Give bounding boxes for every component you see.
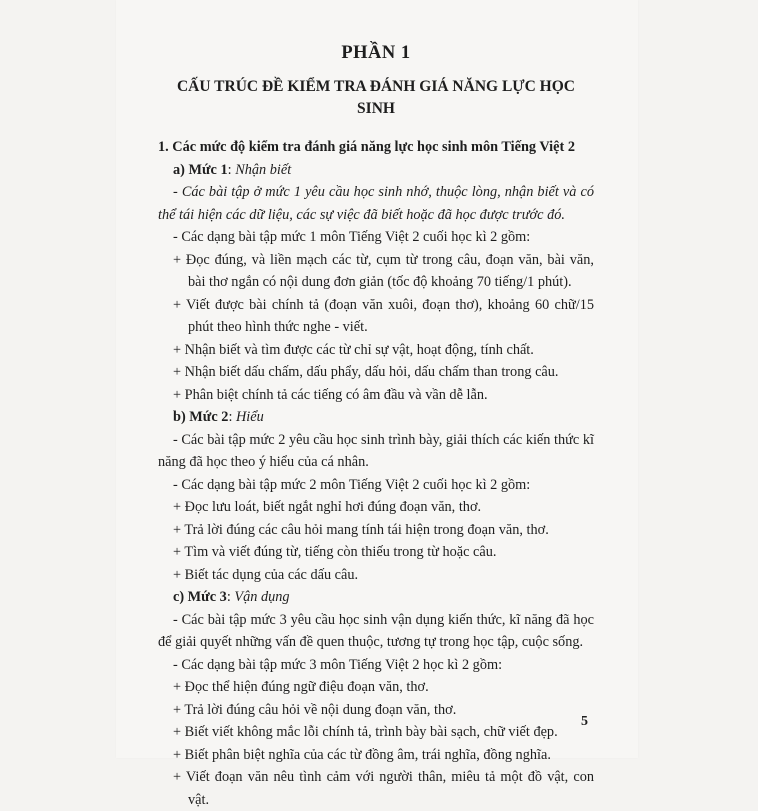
level-3-item: + Trả lời đúng câu hỏi về nội dung đoạn văn, thơ.	[173, 701, 457, 718]
level-2-heading	[158, 406, 594, 429]
level-separator: :	[227, 161, 236, 178]
part-heading: PHẦN 1	[341, 43, 411, 63]
page-number: 5	[581, 714, 588, 729]
level-name: Vận dụng	[234, 589, 290, 605]
level-2-item: + Biết tác dụng của các dấu câu.	[173, 566, 359, 583]
level-label: b) Mức 2	[173, 409, 229, 425]
level-2-description: - Các bài tập mức 2 yêu cầu học sinh trình bày, giải thích các kiến thức kĩ năng đã học theo ý hiểu của cá nhân.	[158, 431, 594, 470]
level-separator: :	[228, 409, 236, 425]
level-name: Hiểu	[235, 409, 264, 425]
level-2-item: + Trả lời đúng các câu hỏi mang tính tái hiện trong đoạn văn, thơ.	[173, 521, 549, 538]
level-2-item: + Tìm và viết đúng từ, tiếng còn thiếu trong từ hoặc câu.	[173, 544, 497, 560]
level-1-item: + Đọc đúng, và liền mạch các từ, cụm từ trong câu, đoạn văn, bài văn, bài thơ ngắn có nội dung đơn giản (tốc độ khoảng 70 tiếng/1 phút).	[173, 251, 594, 290]
level-label: c) Mức 3	[173, 589, 227, 605]
level-1-item: + Phân biệt chính tả các tiếng có âm đầu và vần dễ lẫn.	[173, 386, 488, 403]
level-1-item: + Nhận biết và tìm được các từ chỉ sự vật, hoạt động, tính chất.	[173, 341, 534, 358]
level-3-item: + Viết đoạn văn nêu tình cảm với người thân, miêu tả một đồ vật, con vật.	[173, 769, 594, 808]
level-1-description: - Các bài tập ở mức 1 yêu cầu học sinh nhớ, thuộc lòng, nhận biết và có thể tái hiện các dữ liệu, các sự việc đã biết hoặc đã học được trước đó.	[158, 184, 594, 223]
level-3-heading	[158, 586, 594, 609]
level-3-item: + Đọc thể hiện đúng ngữ điệu đoạn văn, thơ.	[173, 679, 429, 695]
page-content	[158, 42, 594, 811]
level-1-forms-intro: - Các dạng bài tập mức 1 môn Tiếng Việt 2 cuối học kì 2 gồm:	[173, 229, 531, 245]
section-title: 1. Các mức độ kiểm tra đánh giá năng lực học sinh môn Tiếng Việt 2	[158, 139, 575, 155]
level-3-forms-intro: - Các dạng bài tập mức 3 môn Tiếng Việt 2 học kì 2 gồm:	[173, 656, 503, 673]
part-title: CẤU TRÚC ĐỀ KIỂM TRA ĐÁNH GIÁ NĂNG LỰC HỌC SINH	[176, 78, 575, 117]
level-1-item: + Nhận biết dấu chấm, dấu phẩy, dấu hỏi, dấu chấm than trong câu.	[173, 364, 559, 380]
level-2-item: + Đọc lưu loát, biết ngắt nghỉ hơi đúng đoạn văn, thơ.	[173, 499, 482, 515]
level-3-item: + Biết phân biệt nghĩa của các từ đồng âm, trái nghĩa, đồng nghĩa.	[173, 746, 551, 763]
level-3-item: + Biết viết không mắc lỗi chính tả, trình bày bài sạch, chữ viết đẹp.	[173, 724, 558, 740]
level-1-heading	[158, 159, 594, 182]
level-1-item: + Viết được bài chính tả (đoạn văn xuôi, đoạn thơ), khoảng 60 chữ/15 phút theo hình thức nghe - viết.	[173, 296, 594, 335]
level-separator: :	[226, 589, 235, 605]
level-name: Nhận biết	[235, 161, 292, 178]
level-3-description: - Các bài tập mức 3 yêu cầu học sinh vận dụng kiến thức, kĩ năng đã học để giải quyết những vấn đề quen thuộc, tương tự trong học tập, cuộc sống.	[158, 611, 594, 650]
level-label: a) Mức 1	[173, 161, 228, 178]
level-2-forms-intro: - Các dạng bài tập mức 2 môn Tiếng Việt 2 cuối học kì 2 gồm:	[173, 476, 531, 493]
